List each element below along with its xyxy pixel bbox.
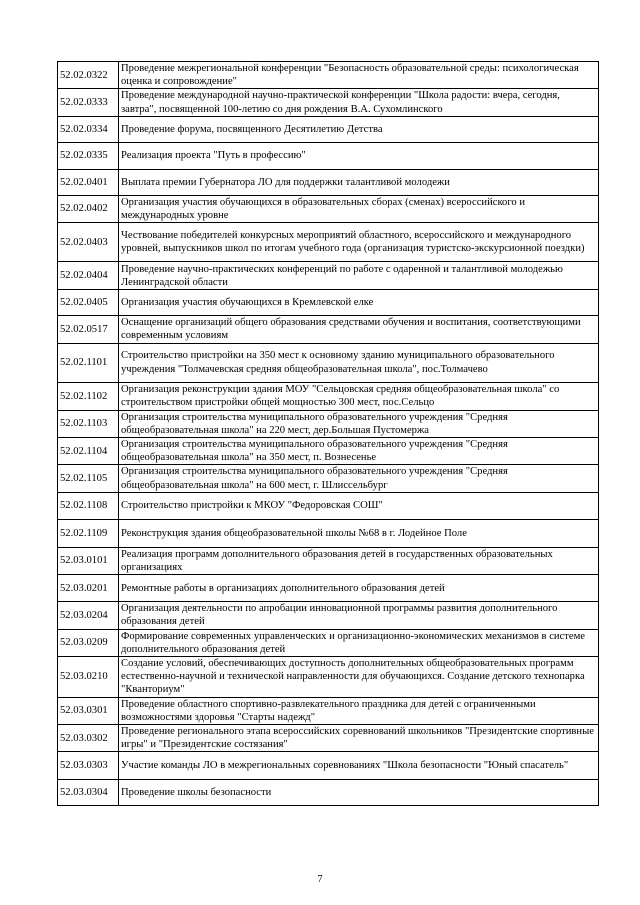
table-row [58, 142, 599, 169]
row-description: Организация участия обучающихся в Кремлевской елке [119, 290, 599, 316]
row-description: Чествование победителей конкурсных мероприятий областного, всероссийского и международного уровней, выпускников школ по итогам учебного года (организация туристско-экскурсионной поездки) [119, 223, 599, 262]
table-row [58, 410, 599, 437]
row-code: 52.02.1103 [58, 410, 119, 437]
row-code: 52.02.0403 [58, 223, 119, 262]
table-row [58, 629, 599, 656]
row-code: 52.02.0401 [58, 169, 119, 195]
table-row [58, 116, 599, 142]
row-description: Формирование современных управленческих и организационно-экономических механизмов в системе дополнительного образования детей [119, 629, 599, 656]
row-description: Организация строительства муниципального образовательного учреждения "Средняя общеобразовательная школа" на 220 мест, дер.Большая Пустомержа [119, 410, 599, 437]
table-row [58, 382, 599, 410]
row-description: Организация реконструкции здания МОУ "Сельцовская средняя общеобразовательная школа" со строительством пристройки общей мощностью 300 мест, пос.Сельцо [119, 382, 599, 410]
table-row [58, 752, 599, 780]
row-code: 52.02.1108 [58, 492, 119, 519]
row-description: Создание условий, обеспечивающих доступность дополнительных общеобразовательных программ естественно-научной и технической направленности для обучающихся. Создание детского технопарка "Кванториум" [119, 657, 599, 698]
row-description: Строительство пристройки к МКОУ "Федоровская СОШ" [119, 492, 599, 519]
table-row [58, 316, 599, 343]
table-row [58, 438, 599, 465]
table-row [58, 697, 599, 724]
row-code: 52.02.1109 [58, 519, 119, 547]
row-description: Реконструкция здания общеобразовательной школы №68 в г. Лодейное Поле [119, 519, 599, 547]
row-description: Реализация проекта "Путь в профессию" [119, 142, 599, 169]
row-code: 52.03.0204 [58, 602, 119, 629]
table-row [58, 519, 599, 547]
table-row [58, 290, 599, 316]
page-number: 7 [317, 874, 323, 885]
row-description: Реализация программ дополнительного образования детей в государственных образовательных организациях [119, 547, 599, 574]
table-row [58, 602, 599, 629]
table-row [58, 262, 599, 290]
table-body [58, 62, 599, 806]
row-code: 52.02.1105 [58, 465, 119, 492]
table-row [58, 169, 599, 195]
row-code: 52.02.0322 [58, 62, 119, 89]
row-code: 52.02.0335 [58, 142, 119, 169]
row-code: 52.03.0303 [58, 752, 119, 780]
table-row [58, 89, 599, 116]
row-description: Выплата премии Губернатора ЛО для поддержки талантливой молодежи [119, 169, 599, 195]
table-row [58, 547, 599, 574]
row-code: 52.02.0333 [58, 89, 119, 116]
row-code: 52.02.1102 [58, 382, 119, 410]
row-code: 52.02.0405 [58, 290, 119, 316]
table-row [58, 780, 599, 806]
row-code: 52.03.0201 [58, 575, 119, 602]
row-code: 52.03.0209 [58, 629, 119, 656]
row-description: Организация строительства муниципального образовательного учреждения "Средняя общеобразовательная школа" на 350 мест, п. Вознесенье [119, 438, 599, 465]
row-description: Оснащение организаций общего образования средствами обучения и воспитания, соответствующими современным условиям [119, 316, 599, 343]
row-code: 52.02.1104 [58, 438, 119, 465]
row-code: 52.03.0304 [58, 780, 119, 806]
row-description: Проведение научно-практических конференций по работе с одаренной и талантливой молодежью Ленинградской области [119, 262, 599, 290]
table-row [58, 223, 599, 262]
table-row [58, 492, 599, 519]
row-code: 52.02.0404 [58, 262, 119, 290]
row-code: 52.03.0210 [58, 657, 119, 698]
row-description: Строительство пристройки на 350 мест к основному зданию муниципального образовательного учреждения "Толмачевская средняя общеобразовательная школа", пос.Толмачево [119, 343, 599, 382]
table-row [58, 575, 599, 602]
row-description: Проведение регионального этапа всероссийских соревнований школьников "Президентские спортивные игры" и "Президентские состязания" [119, 725, 599, 752]
row-code: 52.02.0517 [58, 316, 119, 343]
table-row [58, 195, 599, 222]
row-description: Ремонтные работы в организациях дополнительного образования детей [119, 575, 599, 602]
row-description: Участие команды ЛО в межрегиональных соревнованиях "Школа безопасности "Юный спасатель" [119, 752, 599, 780]
row-description: Организация участия обучающихся в образовательных сборах (сменах) всероссийского и международных уровне [119, 195, 599, 222]
table-row [58, 725, 599, 752]
row-code: 52.02.0402 [58, 195, 119, 222]
row-description: Проведение областного спортивно-развлекательного праздника для детей с ограниченными возможностями здоровья "Старты надежд" [119, 697, 599, 724]
row-code: 52.03.0302 [58, 725, 119, 752]
row-description: Проведение международной научно-практической конференции "Школа радости: вчера, сегодня, завтра", посвященной 100-летию со дня рождения В.А. Сухомлинского [119, 89, 599, 116]
table-row [58, 657, 599, 698]
row-description: Организация деятельности по апробации инновационной программы развития дополнительного образования детей [119, 602, 599, 629]
table-row [58, 62, 599, 89]
row-code: 52.02.1101 [58, 343, 119, 382]
row-code: 52.03.0101 [58, 547, 119, 574]
row-code: 52.02.0334 [58, 116, 119, 142]
table-row [58, 465, 599, 492]
row-description: Проведение межрегиональной конференции "Безопасность образовательной среды: психологическая оценка и сопровождение" [119, 62, 599, 89]
row-description: Проведение школы безопасности [119, 780, 599, 806]
table-row [58, 343, 599, 382]
row-description: Проведение форума, посвященного Десятилетию Детства [119, 116, 599, 142]
budget-code-table [57, 61, 599, 806]
row-description: Организация строительства муниципального образовательного учреждения "Средняя общеобразовательная школа" на 600 мест, г. Шлиссельбург [119, 465, 599, 492]
row-code: 52.03.0301 [58, 697, 119, 724]
